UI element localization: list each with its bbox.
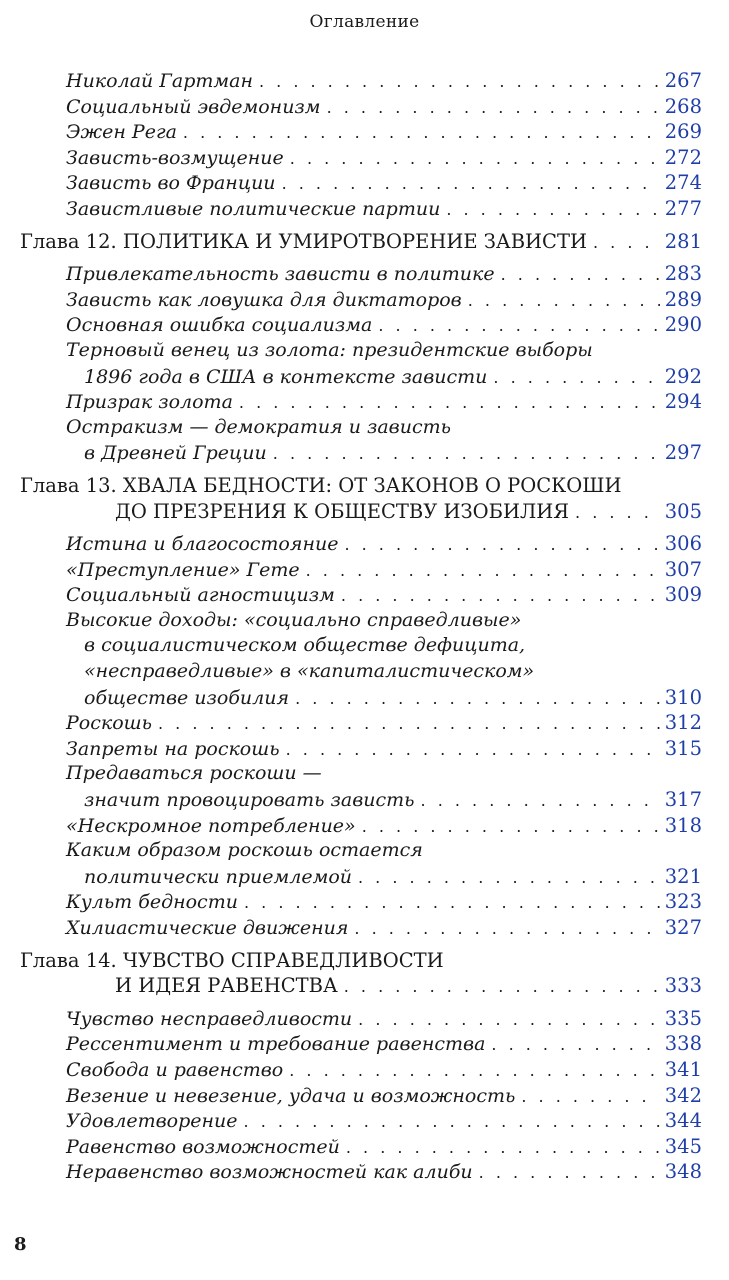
page-number-link[interactable]: 341 bbox=[664, 1057, 702, 1081]
page-number-link[interactable]: 294 bbox=[664, 390, 702, 414]
page-number-link[interactable]: 321 bbox=[664, 864, 702, 888]
toc-chapter-line bbox=[20, 229, 702, 255]
toc-entry-line bbox=[20, 1083, 702, 1109]
page-number-link[interactable]: 309 bbox=[664, 583, 702, 607]
page-number-link[interactable]: 342 bbox=[664, 1083, 702, 1107]
page-number-link[interactable]: 290 bbox=[664, 313, 702, 337]
section-title: Истина и благосостояние bbox=[66, 533, 339, 556]
section-title: Рессентимент и требование равенства bbox=[66, 1033, 486, 1056]
dot-leader bbox=[290, 146, 660, 172]
section-title: Удовлетворение bbox=[66, 1110, 238, 1133]
toc-entry-line bbox=[20, 915, 702, 941]
page-number-link[interactable]: 274 bbox=[664, 171, 702, 195]
toc-entry-line bbox=[20, 415, 702, 441]
toc-entry-line bbox=[20, 119, 702, 145]
section-title: Остракизм — демократия и зависть bbox=[66, 415, 451, 438]
toc-entry-line bbox=[20, 864, 702, 890]
toc-entry-line bbox=[20, 312, 702, 338]
section-title: Терновый венец из золота: президентские выборы bbox=[66, 338, 593, 361]
page-number-link[interactable]: 307 bbox=[664, 557, 702, 581]
section-title: Хилиастические движения bbox=[66, 917, 349, 939]
page-number-link[interactable]: 277 bbox=[664, 196, 702, 220]
toc-chapter-line bbox=[20, 973, 702, 999]
page-number-link[interactable]: 305 bbox=[664, 499, 702, 523]
chapter-title: Глава 12. ПОЛИТИКА И УМИРОТВОРЕНИЕ ЗАВИСТИ bbox=[20, 229, 587, 253]
page-number-link[interactable]: 323 bbox=[664, 890, 702, 914]
toc-entry-line bbox=[20, 68, 702, 94]
dot-leader bbox=[378, 313, 660, 339]
toc-entry-line bbox=[20, 557, 702, 583]
dot-leader bbox=[344, 532, 660, 558]
section-title: Эжен Рега bbox=[66, 121, 177, 144]
dot-leader bbox=[421, 788, 660, 814]
toc-entry-line bbox=[20, 364, 702, 390]
dot-leader bbox=[346, 1135, 660, 1161]
page-number-link[interactable]: 335 bbox=[664, 1006, 702, 1030]
dot-leader bbox=[289, 1058, 660, 1084]
section-title: Везение и невезение, удача и возможность bbox=[66, 1084, 516, 1107]
toc-entry-line bbox=[20, 889, 702, 915]
toc-chapter-line bbox=[20, 499, 702, 525]
dot-leader bbox=[239, 390, 660, 416]
page-number-link[interactable]: 327 bbox=[664, 916, 702, 939]
page-number-link[interactable]: 312 bbox=[664, 711, 702, 735]
page-number-link[interactable]: 344 bbox=[664, 1109, 702, 1133]
chapter-title: И ИДЕЯ РАВЕНСТВА bbox=[115, 974, 338, 998]
section-title: Николай Гартман bbox=[66, 70, 253, 92]
section-title: Чувство несправедливости bbox=[66, 1007, 353, 1030]
section-title: 1896 года в США в контексте зависти bbox=[84, 365, 488, 388]
toc-entry-line bbox=[20, 685, 702, 711]
section-title: «несправедливые» в «капиталистическом» bbox=[84, 660, 535, 683]
chapter-title: Глава 13. ХВАЛА БЕДНОСТИ: ОТ ЗАКОНОВ О РОСКОШИ bbox=[20, 473, 622, 497]
toc-entry-line bbox=[20, 531, 702, 557]
toc-entry-line bbox=[20, 761, 702, 787]
section-title: «Преступление» Гете bbox=[66, 558, 300, 581]
page-number-link[interactable]: 310 bbox=[664, 685, 702, 709]
toc-entry-line bbox=[20, 1006, 702, 1032]
dot-leader bbox=[491, 1032, 660, 1058]
dot-leader bbox=[244, 1109, 660, 1135]
toc-entry-line bbox=[20, 261, 702, 287]
section-title: Привлекательность зависти в политике bbox=[66, 263, 495, 286]
section-title: Зависть во Франции bbox=[66, 172, 276, 195]
dot-leader bbox=[158, 711, 660, 737]
chapter-title: ДО ПРЕЗРЕНИЯ К ОБЩЕСТВУ ИЗОБИЛИЯ bbox=[115, 499, 570, 523]
section-title: Предаваться роскоши — bbox=[66, 762, 322, 785]
toc-entry-line bbox=[20, 440, 702, 466]
toc-entry-line bbox=[20, 94, 702, 120]
toc-entry-line bbox=[20, 1159, 702, 1185]
toc-entry-line bbox=[20, 145, 702, 171]
page-number-link[interactable]: 289 bbox=[664, 287, 702, 311]
page-number-link[interactable]: 348 bbox=[664, 1160, 702, 1184]
toc-entry-line bbox=[20, 170, 702, 196]
page-number-link[interactable]: 333 bbox=[664, 974, 702, 998]
section-title: Культ бедности bbox=[66, 891, 238, 914]
toc-chapter-line bbox=[20, 948, 702, 974]
toc-entry-line bbox=[20, 1031, 702, 1057]
toc-entry-line bbox=[20, 196, 702, 222]
page-number-link[interactable]: 268 bbox=[664, 94, 702, 118]
section-title: Запреты на роскошь bbox=[66, 737, 280, 760]
section-title: в социалистическом обществе дефицита, bbox=[84, 634, 526, 657]
toc-entry-line bbox=[20, 1108, 702, 1134]
section-title: «Нескромное потребление» bbox=[66, 814, 356, 837]
dot-leader bbox=[575, 500, 660, 526]
dot-leader bbox=[468, 288, 660, 314]
toc-entry-line bbox=[20, 608, 702, 634]
running-head: Оглавление bbox=[309, 12, 420, 32]
section-title: Свобода и равенство bbox=[66, 1058, 284, 1081]
toc-entry-line bbox=[20, 287, 702, 313]
section-title: Социальный эвдемонизм bbox=[66, 95, 321, 118]
dot-leader bbox=[344, 974, 660, 1000]
page-number-link[interactable]: 269 bbox=[664, 120, 702, 144]
toc-entry-line bbox=[20, 389, 702, 415]
dot-leader bbox=[362, 814, 660, 840]
toc-entry-line bbox=[20, 787, 702, 813]
dot-leader bbox=[327, 95, 660, 121]
section-title: Неравенство возможностей как алиби bbox=[66, 1161, 473, 1184]
dot-leader bbox=[306, 558, 660, 584]
dot-leader bbox=[479, 1160, 660, 1186]
section-title: значит провоцировать зависть bbox=[84, 789, 415, 812]
page-number-link[interactable]: 272 bbox=[664, 145, 702, 169]
dot-leader bbox=[273, 441, 660, 467]
dot-leader bbox=[501, 262, 660, 288]
page-number-folio: 8 bbox=[14, 1234, 27, 1255]
section-title: Каким образом роскошь остается bbox=[66, 839, 423, 862]
dot-leader bbox=[358, 1007, 660, 1033]
section-title: Роскошь bbox=[66, 712, 152, 735]
toc-entry-line bbox=[20, 582, 702, 608]
page-number-link[interactable]: 306 bbox=[664, 532, 702, 556]
chapter-title: Глава 14. ЧУВСТВО СПРАВЕДЛИВОСТИ bbox=[20, 948, 444, 972]
toc-entry-line bbox=[20, 736, 702, 762]
page-number-link[interactable]: 281 bbox=[664, 229, 702, 253]
section-title: Равенство возможностей bbox=[66, 1135, 340, 1158]
page-number-link[interactable]: 345 bbox=[664, 1134, 702, 1158]
dot-leader bbox=[183, 120, 660, 146]
dot-leader bbox=[295, 686, 660, 712]
page-number-link[interactable]: 315 bbox=[664, 736, 702, 760]
page-number-link[interactable]: 318 bbox=[664, 813, 702, 837]
dot-leader bbox=[593, 230, 660, 256]
toc-entry-line bbox=[20, 1057, 702, 1083]
page-number-link[interactable]: 292 bbox=[664, 364, 702, 388]
dot-leader bbox=[259, 69, 660, 95]
page-number-link[interactable]: 338 bbox=[664, 1032, 702, 1056]
section-title: в Древней Греции bbox=[84, 442, 267, 465]
page-number-link[interactable]: 283 bbox=[664, 262, 702, 286]
table-of-contents bbox=[20, 68, 702, 1185]
toc-entry-line bbox=[20, 710, 702, 736]
section-title: Социальный агностицизм bbox=[66, 584, 335, 607]
dot-leader bbox=[244, 890, 660, 916]
dot-leader bbox=[446, 197, 660, 223]
page-number-link[interactable]: 317 bbox=[664, 788, 702, 812]
section-title: Зависть-возмущение bbox=[66, 146, 284, 169]
page-number-link[interactable]: 297 bbox=[664, 441, 702, 465]
toc-entry-line bbox=[20, 659, 702, 685]
section-title: Завистливые политические партии bbox=[66, 197, 441, 220]
dot-leader bbox=[282, 171, 660, 197]
dot-leader bbox=[286, 737, 660, 763]
toc-chapter-line bbox=[20, 473, 702, 499]
dot-leader bbox=[341, 583, 660, 609]
dot-leader bbox=[354, 916, 660, 942]
dot-leader bbox=[493, 365, 660, 391]
section-title: Зависть как ловушка для диктаторов bbox=[66, 288, 462, 311]
toc-entry-line bbox=[20, 1134, 702, 1160]
toc-entry-line bbox=[20, 633, 702, 659]
section-title: обществе изобилия bbox=[84, 686, 290, 709]
toc-entry-line bbox=[20, 813, 702, 839]
dot-leader bbox=[521, 1084, 660, 1110]
toc-entry-line bbox=[20, 838, 702, 864]
section-title: политически приемлемой bbox=[84, 865, 352, 888]
section-title: Основная ошибка социализма bbox=[66, 314, 373, 337]
dot-leader bbox=[358, 865, 660, 891]
section-title: Призрак золота bbox=[66, 391, 233, 414]
page-number-link[interactable]: 267 bbox=[664, 69, 702, 92]
toc-entry-line bbox=[20, 338, 702, 364]
section-title: Высокие доходы: «социально справедливые» bbox=[66, 608, 522, 631]
